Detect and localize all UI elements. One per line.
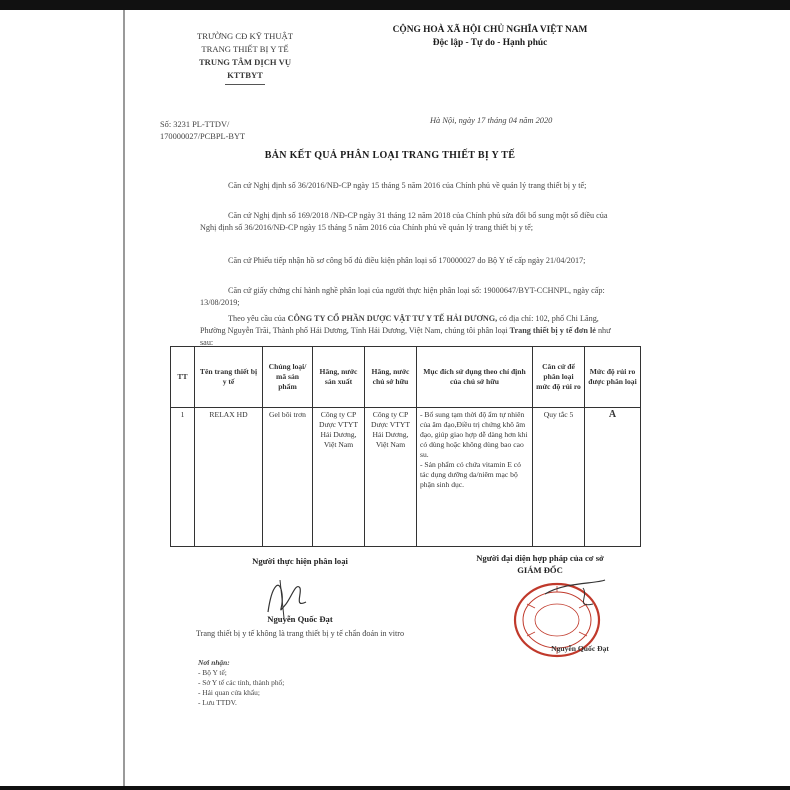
recipients-list: [198, 658, 358, 708]
national-motto: [360, 24, 620, 50]
device-category: Trang thiết bị y tế đơn lẻ: [509, 326, 596, 335]
cell-basis: Quy tắc 5: [533, 408, 585, 547]
request-suffix: như sau:: [200, 326, 611, 347]
bottom-border: [0, 786, 790, 790]
org-separator: [225, 84, 265, 85]
table-row: [171, 408, 641, 547]
representative-title-line: GIÁM ĐỐC: [517, 565, 563, 575]
purpose-line: - Sản phẩm có chứa vitamin E có tác dụng dưỡng da/niêm mạc bộ phận sinh dục.: [420, 460, 521, 489]
header-purpose: Mục đích sử dụng theo chỉ định của chủ sở hữu: [417, 347, 533, 408]
classifier-title: Người thực hiện phân loại: [252, 556, 348, 566]
ivd-note: Trang thiết bị y tế không là trang thiết bị y tế chẩn đoán in vitro: [195, 629, 405, 638]
header-owner: Hãng, nước chủ sở hữu: [365, 347, 417, 408]
issuing-organization: [180, 30, 310, 85]
cell-device-name: RELAX HD: [195, 408, 263, 547]
org-line: TRANG THIẾT BỊ Y TẾ: [201, 44, 289, 54]
cell-purpose: [417, 408, 533, 547]
org-bold-line: KTTBYT: [227, 70, 263, 80]
cell-type: Gel bôi trơn: [263, 408, 313, 547]
document-title: BẢN KẾT QUẢ PHÂN LOẠI TRANG THIẾT BỊ Y TẾ: [264, 150, 516, 161]
table-header-row: [171, 347, 641, 408]
header-manufacturer: Hãng, nước sản xuất: [313, 347, 365, 408]
org-bold-line: TRUNG TÂM DỊCH VỤ: [198, 57, 292, 67]
representative-name: Nguyễn Quốc Đạt: [551, 644, 609, 653]
classification-table: [170, 346, 641, 547]
company-address: có địa chỉ: 102, phố Chi Lăng, Phường Nguyễn Trãi, Thành phố Hải Dương, Tỉnh Hải Dương, Việt Nam, chúng tôi phân loại: [200, 314, 599, 335]
place-date: Hà Nội, ngày 17 tháng 04 năm 2020: [430, 116, 553, 125]
request-prefix: Theo yêu cầu của: [228, 314, 286, 323]
header-basis: Căn cứ để phân loại mức độ rủi ro: [533, 347, 585, 408]
legal-basis-paragraph: Căn cứ Nghị định số 36/2016/NĐ-CP ngày 15 tháng 5 năm 2016 của Chính phủ về quản lý trang thiết bị y tế;: [228, 181, 587, 190]
legal-basis-paragraph: Căn cứ Phiếu tiếp nhận hồ sơ công bố đủ điều kiện phân loại số 170000027 do Bộ Y tế cấp ngày 21/04/2017;: [228, 256, 586, 265]
list-item: - Lưu TTDV.: [198, 698, 237, 707]
recipients-label: Nơi nhận:: [198, 658, 230, 667]
document-number: [160, 119, 360, 143]
doc-number-line: 170000027/PCBPL-BYT: [160, 132, 246, 141]
legal-basis-paragraph: Căn cứ giấy chứng chỉ hành nghề phân loại của người thực hiện phân loại số: 19000647/BYT-CCHNPL, ngày cấp: 13/08/2019;: [200, 286, 605, 307]
legal-basis-paragraph: Căn cứ Nghị định số 169/2018 /NĐ-CP ngày 31 tháng 12 năm 2018 của Chính phủ sửa đổi bổ sung một số điều của Nghị định số 36/2016/NĐ-CP ngày 15 tháng 5 năm 2016 của Chính phủ về quản lý trang thiết bị y tế;: [200, 211, 608, 232]
top-border: [0, 0, 790, 10]
cell-tt: 1: [171, 408, 195, 547]
header-tt: TT: [171, 347, 195, 408]
header-risk: Mức độ rủi ro được phân loại: [585, 347, 641, 408]
cell-owner: Công ty CP Dược VTYT Hải Dương, Việt Nam: [365, 408, 417, 547]
header-type: Chủng loại/ mã sản phẩm: [263, 347, 313, 408]
list-item: - Sở Y tế các tỉnh, thành phố;: [198, 678, 285, 687]
classifier-name: Nguyễn Quốc Đạt: [267, 614, 333, 624]
doc-number-line: Số: 3231 PL-TTDV/: [160, 120, 230, 129]
legal-representative-title: [440, 552, 640, 576]
nation-name: CỘNG HOÀ XÃ HỘI CHỦ NGHĨA VIỆT NAM: [392, 25, 588, 35]
list-item: - Bộ Y tế;: [198, 668, 227, 677]
request-paragraph: [200, 313, 620, 349]
cell-manufacturer: Công ty CP Dược VTYT Hải Dương, Việt Nam: [313, 408, 365, 547]
page-edge-line: [123, 10, 125, 786]
cell-risk: A: [585, 408, 641, 547]
company-name: CÔNG TY CỔ PHẦN DƯỢC VẬT TƯ Y TẾ HẢI DƯƠNG,: [287, 314, 498, 323]
representative-title-line: Người đại diện hợp pháp của cơ sở: [476, 553, 604, 563]
list-item: - Hải quan cửa khẩu;: [198, 688, 260, 697]
header-device-name: Tên trang thiết bị y tế: [195, 347, 263, 408]
purpose-line: - Bổ sung tạm thời độ ẩm tự nhiên của âm đạo,Điều trị chứng khô âm đạo, giúp giao hợp dễ dàng hơn khi có dùng hoặc không dùng bao cao su.: [420, 410, 528, 459]
nation-motto: Độc lập - Tự do - Hạnh phúc: [432, 38, 548, 48]
org-line: TRƯỜNG CĐ KỸ THUẬT: [196, 31, 294, 41]
